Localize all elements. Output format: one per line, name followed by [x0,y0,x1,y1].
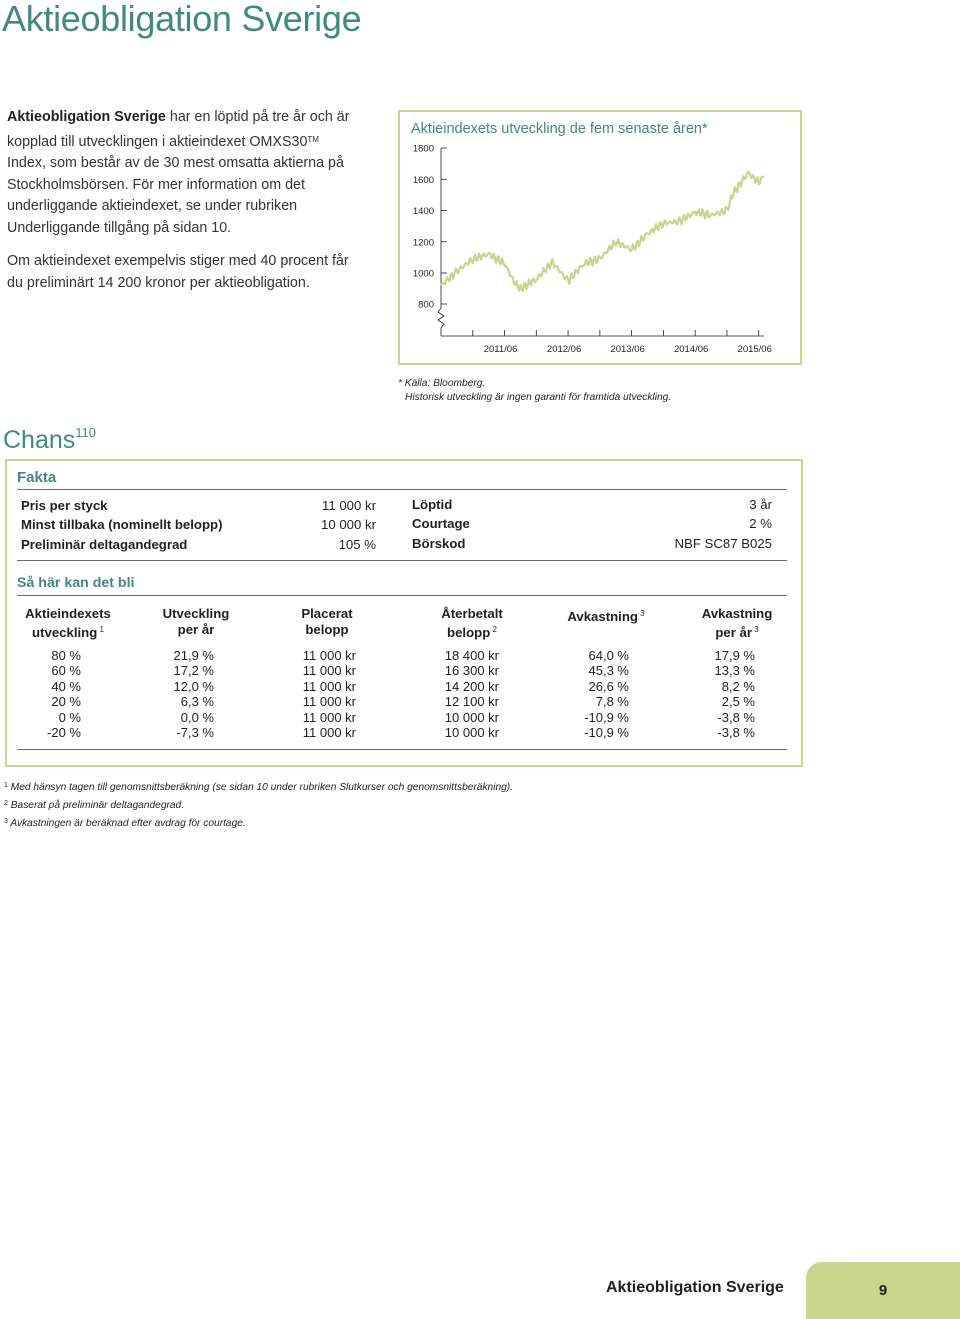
scenario-top-rule [17,595,787,596]
scenario-table-cell: 12 100 kr [444,694,499,710]
y-tick-label: 1200 [412,237,434,249]
scenario-column-header: Utveckling per år [162,606,230,637]
scenario-table-cell: 11 000 kr [302,663,356,679]
scenario-column-header: Återbetalt belopp $^2$ [441,606,503,640]
scenario-table-cell: 60 % [51,663,81,679]
intro-paragraph-1 [7,107,359,239]
fakta-left-label: Pris per styck [21,498,108,513]
scenario-table-cell: 7,8 % [595,694,629,710]
chart-title: Aktieindexets utveckling de fem senaste åren* [411,121,708,137]
scenario-table-cell: 11 000 kr [302,694,356,710]
scenario-table-cell: 17,2 % [173,663,214,679]
scenario-table-cell: -10,9 % [584,725,629,740]
fakta-middle-rule [17,560,787,561]
fakta-right-value: 3 år [749,497,772,512]
footnote: $^1$ Med hänsyn tagen till genomsnittsberäkning (se sidan 10 under rubriken Slutkurser och genomsnittsberäkning). [4,782,514,793]
y-axis-break [438,308,444,336]
y-tick-label: 1800 [412,143,434,155]
scenario-table-cell: 10 000 kr [444,709,499,725]
fakta-left-label: Minst tillbaka (nominellt belopp) [21,517,223,532]
scenario-table-cell: 40 % [51,678,81,694]
fakta-left-value: 11 000 kr [321,498,376,513]
chart-source [398,377,671,405]
scenario-table-cell: 17,9 % [714,648,755,663]
scenario-table-cell: 80 % [51,648,81,663]
scenario-table-cell: 11 000 kr [302,678,356,694]
y-tick-label: 1000 [412,268,434,280]
scenario-table-cell: -3,8 % [717,709,755,725]
scenario-table-cell: -7,3 % [176,725,214,740]
scenario-table-cell: 6,3 % [180,694,214,710]
y-tick-label: 800 [418,299,434,311]
scenario-table-cell: 18 400 kr [444,648,499,663]
scenario-table-cell: 11 000 kr [302,725,356,740]
fakta-left-label: Preliminär deltagandegrad [21,537,188,552]
scenario-bottom-rule [17,749,787,750]
intro-text-1b: Index, som består av de 30 mest omsatta aktierna på Stockholmsbörsen. För mer information om det underliggande aktieindexet, se under rubriken Underliggande tillgång på sidan 10. [7,155,344,236]
scenario-column-header: Avkastning $^3$ [567,609,645,624]
scenario-table-cell: 26,6 % [588,678,629,694]
x-tick-label: 2011/06 [483,344,518,355]
intro-text-1a: har en löptid på tre år och är kopplad till utvecklingen i aktieindexet OMXS30 [7,109,350,150]
trademark-mark: TM [307,134,319,144]
fakta-heading: Fakta [17,469,57,486]
scenario-table-cell: 20 % [51,694,81,710]
fakta-left-value: 105 % [338,537,376,552]
chart-source-note: * Källa: Bloomberg. [398,378,486,389]
scenario-column-header: Avkastning per år $^3$ [701,606,773,640]
scenario-table-cell: 0,0 % [180,709,214,725]
footnotes [4,778,513,833]
chans-text: Chans [3,426,76,454]
scenario-table-cell: 13,3 % [714,663,755,679]
fakta-right-label: Löptid [412,497,453,512]
chans-label [3,425,96,455]
scenario-column-header: Aktieindexets utveckling $^1$ [25,606,111,640]
index-series-line [441,172,764,291]
scenario-table-cell: 8,2 % [721,678,755,694]
intro-paragraph-2: Om aktieindexet exempelvis stiger med 40 procent får du preliminärt 14 200 kronor per aktieobligation. [7,253,349,291]
fakta-right-value: 2 % [749,516,772,531]
index-line-chart [398,110,802,365]
scenario-table-cell: 14 200 kr [444,678,499,694]
x-tick-label: 2014/06 [673,344,709,355]
chans-sup: 110 [75,425,96,440]
scenario-table-cell: 10 000 kr [444,725,499,740]
fakta-right-value: NBF SC87 B025 [674,536,772,551]
y-tick-label: 1600 [412,174,434,186]
scenario-table-cell: 2,5 % [721,694,755,710]
fakta-right-label: Börskod [412,536,466,551]
scenario-table-cell: 21,9 % [173,648,214,663]
scenario-table-cell: 64,0 % [588,648,629,663]
scenario-table-cell: 11 000 kr [302,709,356,725]
footnote: $^3$ Avkastningen är beräknad efter avdrag för courtage. [4,818,246,830]
scenario-table-cell: 45,3 % [588,663,629,679]
x-tick-label: 2015/06 [737,344,772,355]
chart-disclaimer: Historisk utveckling är ingen garanti för framtida utveckling. [405,392,672,403]
scenario-table-cell: 12,0 % [173,678,214,694]
scenario-column-header: Placerat belopp [301,606,353,637]
fakta-top-rule [17,489,787,490]
scenario-table-cell: 0 % [58,709,81,725]
footnote: $^2$ Baserat på preliminär deltagandegrad. [4,800,185,812]
y-tick-label: 1400 [412,206,434,217]
scenario-table-cell: -10,9 % [584,709,629,725]
page-title: Aktieobligation Sverige [2,0,362,39]
scenario-table-cell: -3,8 % [717,725,755,740]
footer-label: Aktieobligation Sverige [606,1279,784,1296]
scenario-table-cell: 11 000 kr [302,648,356,663]
page-number: 9 [878,1282,888,1299]
fakta-left-value: 10 000 kr [321,517,376,532]
x-tick-label: 2013/06 [610,344,645,355]
scenario-table-cell: -20 % [47,725,81,740]
fakta-right-label: Courtage [412,516,470,531]
intro-text [7,107,359,306]
scenario-heading: Så här kan det bli [17,575,135,591]
intro-bold-product: Aktieobligation Sverige [7,109,166,125]
x-tick-label: 2012/06 [546,344,582,355]
scenario-table-cell: 16 300 kr [444,663,499,679]
